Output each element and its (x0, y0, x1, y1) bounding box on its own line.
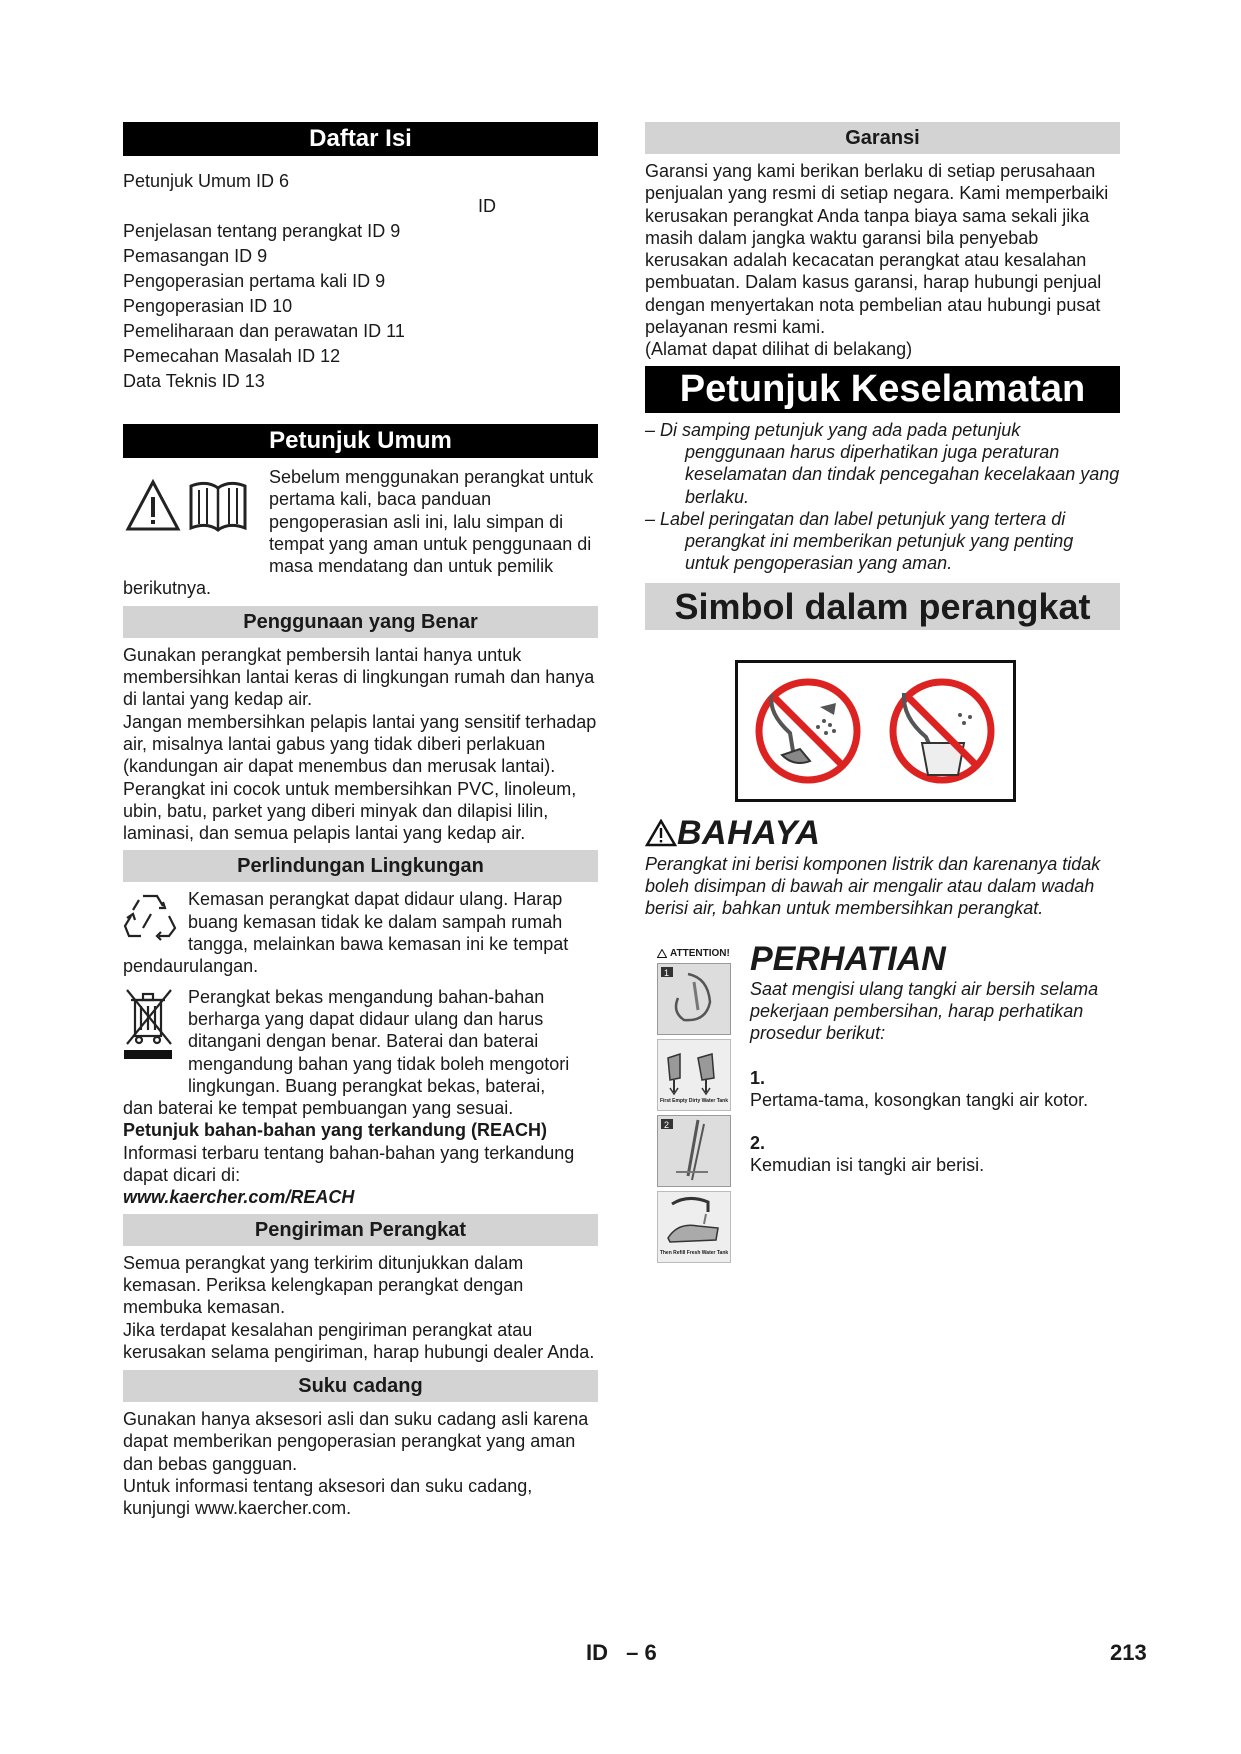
svg-text:2: 2 (664, 1119, 670, 1130)
manual-book-icon (191, 483, 245, 530)
attention-section (645, 940, 1120, 1280)
footer-page-ref (586, 1640, 657, 1666)
attention-images (657, 948, 733, 1263)
reach-title: Petunjuk bahan-bahan yang terkandung (REACH) (123, 1120, 548, 1141)
delivery-p2: Jika terdapat kesalahan pengiriman perangkat atau kerusakan selama pengiriman, harap hubungi dealer Anda. (123, 1319, 595, 1362)
step-text: Kemudian isi tangki air berisi. (750, 1154, 985, 1175)
toc-item[interactable]: Data Teknis ID 13 (123, 371, 265, 391)
warning-triangle-icon (657, 949, 667, 958)
environment-section (123, 888, 598, 1208)
footer-page-ref-num: – 6 (626, 1640, 657, 1665)
proper-use-p1: Gunakan perangkat pembersih lantai hanya untuk membersihkan lantai keras di lingkungan rumah dan hanya di lantai yang kedap air. (123, 644, 595, 710)
table-of-contents (123, 169, 598, 394)
toc-item[interactable]: Petunjuk Umum ID 6 (123, 171, 290, 191)
toc-item[interactable]: Penjelasan tentang perangkat ID 9 (123, 221, 401, 241)
reach-link[interactable]: www.kaercher.com/REACH (123, 1187, 355, 1208)
right-column (645, 122, 1120, 1280)
environment-title: Perlindungan Lingkungan (123, 850, 598, 882)
attention-step (750, 1133, 1120, 1176)
proper-use-p2: Jangan membersihkan pelapis lantai yang sensitif terhadap air, misalnya lantai gabus yang tidak diberi perlakuan (kandungan air dapat menembus dan merusak lantai). (123, 711, 597, 777)
warranty-p2: (Alamat dapat dilihat di belakang) (645, 339, 913, 360)
toc-item[interactable]: Pengoperasian pertama kali ID 9 (123, 271, 386, 291)
empty-tank-image (657, 963, 731, 1035)
recycle-text-end: pendaurulangan. (123, 956, 259, 977)
safety-item: – Label peringatan dan label petunjuk yang tertera di perangkat ini memberikan petunjuk yang penting untuk pengoperasian yang aman. (645, 508, 1074, 574)
toc-stray-label: ID (478, 196, 496, 216)
warning-manual-icons (125, 478, 251, 534)
attention-step (750, 1068, 1120, 1111)
warranty-title: Garansi (645, 122, 1120, 154)
footer-page-number: 213 (1110, 1640, 1147, 1665)
step-text: Pertama-tama, kosongkan tangki air kotor. (750, 1089, 1089, 1110)
toc-title: Daftar Isi (123, 122, 598, 156)
spare-parts-p2: Untuk informasi tentang aksesori dan suku cadang, kunjungi www.kaercher.com. (123, 1475, 533, 1519)
general-section (123, 466, 598, 600)
general-text: Sebelum menggunakan perangkat untuk pertama kali, baca panduan pengoperasian asli ini, lalu simpan di tempat yang aman untuk penggunaan di masa mendatang dan untuk pemilik (269, 467, 594, 577)
no-shower-icon (759, 682, 857, 780)
warranty-p1: Garansi yang kami berikan berlaku di setiap perusahaan penjualan yang resmi di setiap negara. Kami memperbaiki kerusakan perangkat Anda tanpa biaya sama sekali jika masih dalam jangka waktu garansi bila penyebab kerusakan adalah kecacatan perangkat atau kesalahan pembuatan. Dalam kasus garansi, harap hubungi penjual dengan menyertakan nota pembelian atau hubungi pusat pelayanan resmi kami. (645, 161, 1109, 338)
attention-title: PERHATIAN (750, 939, 946, 978)
warning-triangle-icon (645, 819, 677, 847)
delivery-title: Pengiriman Perangkat (123, 1214, 598, 1246)
spare-parts-title: Suku cadang (123, 1370, 598, 1402)
safety-title: Petunjuk Keselamatan (645, 366, 1120, 413)
image-caption-2: Then Refill Fresh Water Tank (659, 1249, 729, 1256)
proper-use-title: Penggunaan yang Benar (123, 606, 598, 638)
weee-text: Perangkat bekas mengandung bahan-bahan berharga yang dapat didaur ulang dan harus ditangani dengan benar. Baterai dan baterai mengandung bahan yang tidak boleh mengotori lingkungan. Buang perangkat bekas, baterai, (188, 986, 570, 1096)
proper-use-p3: Perangkat ini cocok untuk membersihkan PVC, linoleum, ubin, batu, parket yang diberi minyak dan dilapisi lilin, laminasi, dan semua pelapis lantai yang kedap air. (123, 778, 577, 844)
attention-intro: Saat mengisi ulang tangki air bersih selama pekerjaan pembersihan, harap perhatikan prosedur berikut: (750, 978, 1099, 1044)
toc-item[interactable]: Pengoperasian ID 10 (123, 296, 293, 316)
left-column (123, 122, 598, 1520)
empty-tank-image-2 (657, 1039, 731, 1111)
general-section-title: Petunjuk Umum (123, 424, 598, 458)
proper-use-section (123, 644, 598, 845)
spare-parts-p1: Gunakan hanya aksesori asli dan suku cadang asli karena dapat memberikan pengoperasian perangkat yang aman dan bebas gangguan. (123, 1409, 589, 1474)
step-number: 1. (750, 1067, 766, 1088)
safety-list (645, 419, 1120, 575)
no-bucket-icon (893, 682, 991, 780)
crossed-bin-icon (123, 986, 175, 1060)
refill-tank-image (657, 1115, 731, 1187)
delivery-section (123, 1252, 598, 1363)
refill-tank-image-2 (657, 1191, 731, 1263)
attention-label: ATTENTION! (670, 947, 730, 959)
toc-item[interactable]: Pemeliharaan dan perawatan ID 11 (123, 321, 405, 341)
toc-item[interactable]: Pemecahan Masalah ID 12 (123, 346, 341, 366)
warning-triangle-icon (125, 478, 251, 534)
attention-text-block (750, 940, 1120, 1176)
weee-text-end: dan baterai ke tempat pembuangan yang sesuai. (123, 1098, 514, 1119)
delivery-p1: Semua perangkat yang terkirim ditunjukkan dalam kemasan. Periksa kelengkapan perangkat dengan membuka kemasan. (123, 1252, 524, 1318)
device-symbols-image (735, 660, 1016, 802)
safety-item: – Di samping petunjuk yang ada pada petunjuk penggunaan harus diperhatikan juga peraturan keselamatan dan tindak pencegahan kecelakaan yang berlaku. (645, 419, 1120, 507)
image-caption-1: First Empty Dirty Water Tank (659, 1097, 729, 1104)
danger-text: Perangkat ini berisi komponen listrik dan karenanya tidak boleh disimpan di bawah air mengalir atau dalam wadah berisi air, bahkan untuk membersihkan perangkat. (645, 853, 1101, 919)
warranty-section (645, 160, 1120, 361)
footer-lang: ID (586, 1640, 608, 1665)
svg-text:1: 1 (664, 967, 670, 978)
recycle-icon (123, 890, 177, 942)
reach-text: Informasi terbaru tentang bahan-bahan yang terkandung dapat dicari di: (123, 1142, 575, 1186)
toc-item[interactable]: Pemasangan ID 9 (123, 246, 268, 266)
recycle-text: Kemasan perangkat dapat didaur ulang. Harap buang kemasan tidak ke dalam sampah rumah tangga, melainkan bawa kemasan ini ke tempat (188, 889, 569, 955)
symbols-title: Simbol dalam perangkat (645, 583, 1120, 630)
general-text-end: berikutnya. (123, 578, 212, 599)
step-number: 2. (750, 1132, 766, 1153)
danger-heading (645, 814, 1120, 853)
danger-title: BAHAYA (677, 813, 821, 852)
spare-parts-section (123, 1408, 598, 1519)
